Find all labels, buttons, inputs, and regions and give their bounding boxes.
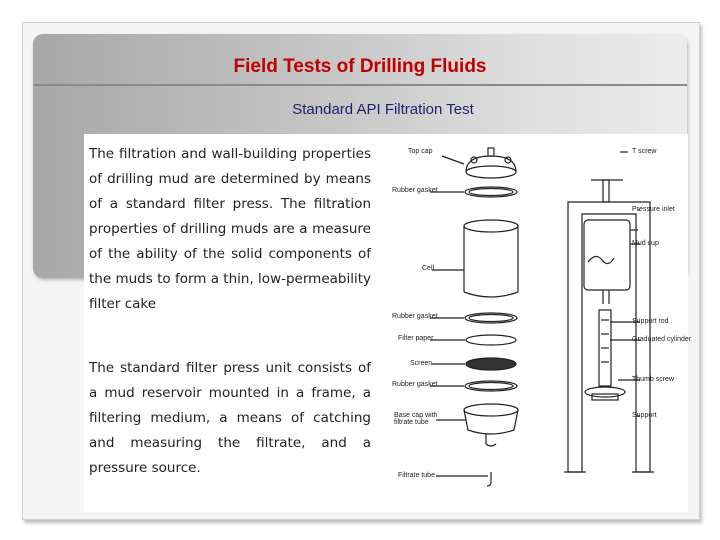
label-rubber-gasket-1: Rubber gasket: [392, 187, 438, 194]
label-rubber-gasket-3: Rubber gasket: [392, 381, 438, 388]
paragraph-filter-press-unit: The standard filter press unit consists of a mud reservoir mounted in a frame, a filtering medium, a means of catching and measuring the filtrate, and a pressure source.: [89, 360, 371, 476]
label-screen: Screen: [410, 360, 433, 367]
label-thumb-screw: Thumb screw: [632, 376, 675, 383]
slide-subtitle: Standard API Filtration Test: [292, 101, 474, 118]
paragraph-filtration-properties: The filtration and wall-building properties of drilling mud are determined by means of a standard filter press. The filtration properties of drilling muds are a measure of the ability of the solid components of the muds to form a thin, low-permeability filter cake: [89, 146, 371, 312]
slide-title: Field Tests of Drilling Fluids: [233, 56, 487, 77]
title-divider: [33, 84, 687, 86]
label-t-screw: T screw: [632, 148, 657, 155]
label-filter-paper: Filter paper: [398, 335, 434, 342]
label-pressure-inlet: Pressure inlet: [632, 206, 675, 213]
label-filtrate-tube: Filtrate tube: [398, 472, 435, 479]
label-rubber-gasket-2: Rubber gasket: [392, 313, 438, 320]
filter-press-diagram: [388, 134, 692, 504]
label-cell: Cell: [422, 265, 435, 272]
label-graduated-cylinder: Graduated cylinder: [632, 336, 692, 343]
label-top-cap: Top cap: [408, 148, 433, 155]
label-support-rod: Support rod: [632, 318, 669, 325]
label-support: Support: [632, 412, 657, 419]
label-mud-cup: Mud cup: [632, 240, 659, 247]
label-base-cap: Base cap with filtrate tube: [394, 412, 438, 426]
